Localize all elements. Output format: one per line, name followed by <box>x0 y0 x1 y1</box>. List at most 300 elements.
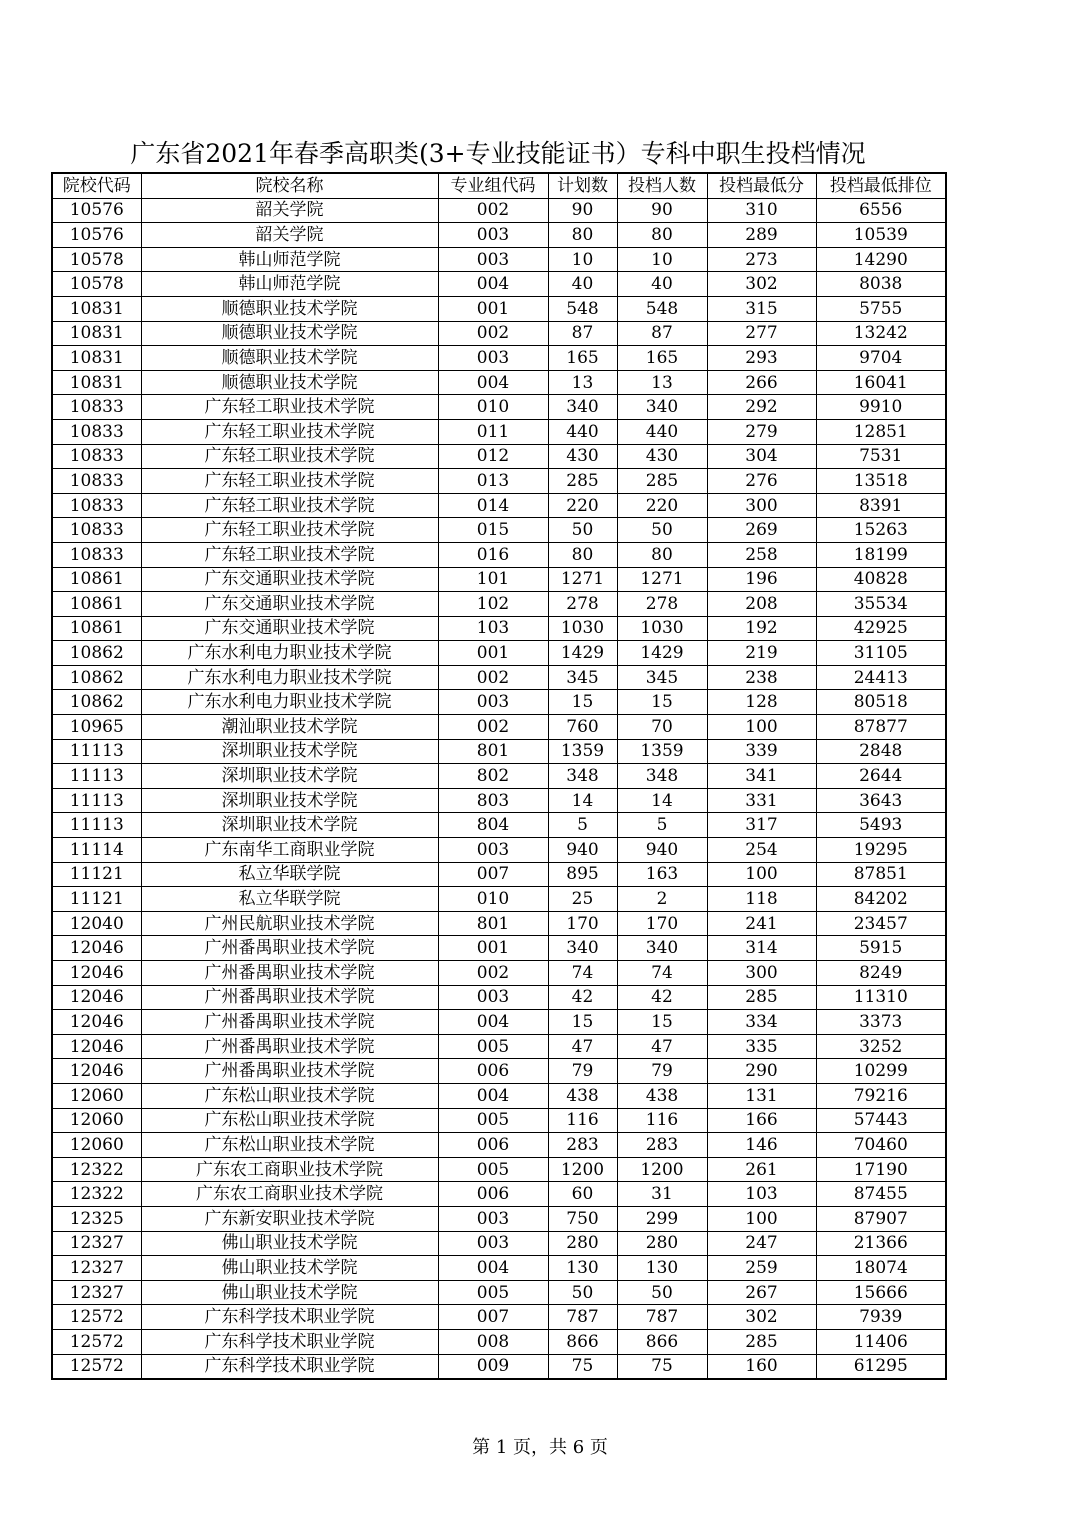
cell-min-rank: 79216 <box>816 1083 946 1108</box>
cell-min-rank: 11310 <box>816 985 946 1010</box>
cell-school-name: 广东轻工职业技术学院 <box>141 493 438 518</box>
cell-plan-count: 47 <box>548 1034 617 1059</box>
cell-min-score: 192 <box>707 616 816 641</box>
table-row <box>52 272 946 297</box>
cell-school-name: 广州番禺职业技术学院 <box>141 985 438 1010</box>
cell-school-code: 12046 <box>52 1010 141 1035</box>
cell-admitted-count: 787 <box>617 1305 707 1330</box>
cell-school-name: 广东轻工职业技术学院 <box>141 444 438 469</box>
cell-school-code: 11113 <box>52 764 141 789</box>
cell-admitted-count: 130 <box>617 1256 707 1281</box>
cell-plan-count: 25 <box>548 887 617 912</box>
cell-plan-count: 75 <box>548 1354 617 1379</box>
cell-min-rank: 87851 <box>816 862 946 887</box>
cell-plan-count: 760 <box>548 715 617 740</box>
table-row <box>52 518 946 543</box>
cell-plan-count: 50 <box>548 518 617 543</box>
cell-group-code: 006 <box>438 1182 548 1207</box>
cell-group-code: 003 <box>438 985 548 1010</box>
cell-school-name: 深圳职业技术学院 <box>141 813 438 838</box>
cell-admitted-count: 220 <box>617 493 707 518</box>
cell-school-code: 11113 <box>52 739 141 764</box>
table-row <box>52 739 946 764</box>
cell-plan-count: 60 <box>548 1182 617 1207</box>
table-row <box>52 1034 946 1059</box>
cell-plan-count: 280 <box>548 1231 617 1256</box>
cell-school-code: 12572 <box>52 1329 141 1354</box>
cell-min-score: 292 <box>707 395 816 420</box>
cell-admitted-count: 47 <box>617 1034 707 1059</box>
table-row <box>52 1329 946 1354</box>
cell-school-code: 10833 <box>52 395 141 420</box>
cell-min-score: 219 <box>707 641 816 666</box>
cell-school-name: 顺德职业技术学院 <box>141 346 438 371</box>
cell-plan-count: 787 <box>548 1305 617 1330</box>
cell-school-name: 韶关学院 <box>141 198 438 223</box>
table-row <box>52 567 946 592</box>
cell-min-score: 267 <box>707 1280 816 1305</box>
table-row <box>52 419 946 444</box>
cell-group-code: 009 <box>438 1354 548 1379</box>
table-row <box>52 1133 946 1158</box>
cell-admitted-count: 14 <box>617 788 707 813</box>
table-row <box>52 690 946 715</box>
cell-min-rank: 61295 <box>816 1354 946 1379</box>
cell-min-score: 300 <box>707 961 816 986</box>
column-header-admitted-count: 投档人数 <box>617 173 707 198</box>
cell-group-code: 005 <box>438 1034 548 1059</box>
cell-plan-count: 42 <box>548 985 617 1010</box>
cell-plan-count: 1359 <box>548 739 617 764</box>
cell-min-rank: 18199 <box>816 542 946 567</box>
cell-plan-count: 220 <box>548 493 617 518</box>
cell-group-code: 003 <box>438 346 548 371</box>
cell-school-code: 12046 <box>52 1034 141 1059</box>
cell-group-code: 005 <box>438 1108 548 1133</box>
cell-school-code: 11121 <box>52 862 141 887</box>
cell-school-code: 10831 <box>52 370 141 395</box>
cell-school-code: 10831 <box>52 321 141 346</box>
cell-admitted-count: 74 <box>617 961 707 986</box>
cell-plan-count: 440 <box>548 419 617 444</box>
cell-admitted-count: 90 <box>617 198 707 223</box>
cell-min-rank: 84202 <box>816 887 946 912</box>
cell-group-code: 003 <box>438 247 548 272</box>
cell-school-code: 10861 <box>52 592 141 617</box>
table-row <box>52 887 946 912</box>
cell-min-score: 279 <box>707 419 816 444</box>
cell-admitted-count: 440 <box>617 419 707 444</box>
cell-admitted-count: 283 <box>617 1133 707 1158</box>
cell-group-code: 004 <box>438 1010 548 1035</box>
cell-school-code: 12060 <box>52 1108 141 1133</box>
cell-plan-count: 10 <box>548 247 617 272</box>
cell-school-name: 广州番禺职业技术学院 <box>141 1034 438 1059</box>
cell-min-rank: 13518 <box>816 469 946 494</box>
cell-min-score: 259 <box>707 1256 816 1281</box>
cell-admitted-count: 80 <box>617 542 707 567</box>
cell-min-score: 302 <box>707 272 816 297</box>
cell-school-code: 12040 <box>52 911 141 936</box>
table-row <box>52 1231 946 1256</box>
column-header-school-name: 院校名称 <box>141 173 438 198</box>
cell-school-name: 广州番禺职业技术学院 <box>141 1010 438 1035</box>
cell-min-score: 208 <box>707 592 816 617</box>
cell-min-rank: 13242 <box>816 321 946 346</box>
cell-school-name: 广东轻工职业技术学院 <box>141 518 438 543</box>
cell-school-code: 12327 <box>52 1231 141 1256</box>
table-row <box>52 838 946 863</box>
cell-plan-count: 170 <box>548 911 617 936</box>
cell-school-name: 广东松山职业技术学院 <box>141 1083 438 1108</box>
cell-school-name: 广东农工商职业技术学院 <box>141 1182 438 1207</box>
cell-school-code: 10833 <box>52 518 141 543</box>
cell-school-name: 广东南华工商职业学院 <box>141 838 438 863</box>
cell-school-code: 12327 <box>52 1280 141 1305</box>
cell-admitted-count: 40 <box>617 272 707 297</box>
cell-min-rank: 87877 <box>816 715 946 740</box>
cell-plan-count: 548 <box>548 296 617 321</box>
cell-min-rank: 7939 <box>816 1305 946 1330</box>
cell-school-name: 佛山职业技术学院 <box>141 1231 438 1256</box>
cell-group-code: 002 <box>438 715 548 740</box>
cell-admitted-count: 13 <box>617 370 707 395</box>
cell-group-code: 102 <box>438 592 548 617</box>
cell-min-rank: 17190 <box>816 1157 946 1182</box>
cell-min-score: 341 <box>707 764 816 789</box>
cell-min-rank: 7531 <box>816 444 946 469</box>
cell-group-code: 103 <box>438 616 548 641</box>
cell-group-code: 003 <box>438 223 548 248</box>
cell-school-name: 广州番禺职业技术学院 <box>141 936 438 961</box>
cell-min-rank: 5755 <box>816 296 946 321</box>
cell-school-name: 广东交通职业技术学院 <box>141 616 438 641</box>
table-row <box>52 395 946 420</box>
cell-school-code: 11114 <box>52 838 141 863</box>
cell-min-rank: 14290 <box>816 247 946 272</box>
cell-school-name: 广东科学技术职业学院 <box>141 1329 438 1354</box>
cell-min-rank: 23457 <box>816 911 946 936</box>
cell-min-rank: 57443 <box>816 1108 946 1133</box>
cell-school-name: 韩山师范学院 <box>141 272 438 297</box>
table-row <box>52 641 946 666</box>
cell-plan-count: 340 <box>548 936 617 961</box>
cell-min-score: 277 <box>707 321 816 346</box>
cell-min-score: 118 <box>707 887 816 912</box>
cell-admitted-count: 1200 <box>617 1157 707 1182</box>
admission-table <box>51 172 947 1380</box>
cell-min-rank: 3373 <box>816 1010 946 1035</box>
column-header-min-score: 投档最低分 <box>707 173 816 198</box>
cell-school-name: 广东交通职业技术学院 <box>141 592 438 617</box>
cell-min-score: 160 <box>707 1354 816 1379</box>
cell-min-score: 131 <box>707 1083 816 1108</box>
table-row <box>52 321 946 346</box>
cell-plan-count: 165 <box>548 346 617 371</box>
cell-min-score: 128 <box>707 690 816 715</box>
cell-min-score: 241 <box>707 911 816 936</box>
cell-plan-count: 116 <box>548 1108 617 1133</box>
cell-admitted-count: 42 <box>617 985 707 1010</box>
table-row <box>52 1280 946 1305</box>
cell-plan-count: 283 <box>548 1133 617 1158</box>
cell-min-rank: 35534 <box>816 592 946 617</box>
cell-school-code: 10833 <box>52 469 141 494</box>
cell-min-rank: 19295 <box>816 838 946 863</box>
table-row <box>52 862 946 887</box>
cell-admitted-count: 1429 <box>617 641 707 666</box>
cell-group-code: 014 <box>438 493 548 518</box>
cell-admitted-count: 940 <box>617 838 707 863</box>
cell-plan-count: 278 <box>548 592 617 617</box>
cell-group-code: 001 <box>438 296 548 321</box>
cell-school-name: 私立华联学院 <box>141 887 438 912</box>
cell-min-rank: 40828 <box>816 567 946 592</box>
cell-min-score: 166 <box>707 1108 816 1133</box>
cell-school-code: 10833 <box>52 419 141 444</box>
table-row <box>52 911 946 936</box>
cell-admitted-count: 438 <box>617 1083 707 1108</box>
cell-school-code: 12572 <box>52 1305 141 1330</box>
document-title: 广东省2021年春季高职类(3+专业技能证书）专科中职生投档情况 <box>130 139 866 168</box>
cell-admitted-count: 278 <box>617 592 707 617</box>
cell-plan-count: 15 <box>548 690 617 715</box>
cell-min-rank: 2644 <box>816 764 946 789</box>
cell-admitted-count: 15 <box>617 1010 707 1035</box>
cell-min-rank: 18074 <box>816 1256 946 1281</box>
cell-plan-count: 14 <box>548 788 617 813</box>
cell-school-name: 广东交通职业技术学院 <box>141 567 438 592</box>
cell-min-rank: 80518 <box>816 690 946 715</box>
cell-group-code: 002 <box>438 961 548 986</box>
cell-admitted-count: 2 <box>617 887 707 912</box>
cell-group-code: 016 <box>438 542 548 567</box>
cell-min-score: 100 <box>707 1206 816 1231</box>
cell-plan-count: 438 <box>548 1083 617 1108</box>
cell-group-code: 801 <box>438 739 548 764</box>
cell-admitted-count: 299 <box>617 1206 707 1231</box>
cell-group-code: 015 <box>438 518 548 543</box>
cell-admitted-count: 87 <box>617 321 707 346</box>
cell-school-code: 12327 <box>52 1256 141 1281</box>
cell-admitted-count: 165 <box>617 346 707 371</box>
cell-school-code: 11113 <box>52 788 141 813</box>
cell-group-code: 004 <box>438 1083 548 1108</box>
table-row <box>52 715 946 740</box>
cell-plan-count: 750 <box>548 1206 617 1231</box>
cell-school-code: 10831 <box>52 346 141 371</box>
cell-min-score: 273 <box>707 247 816 272</box>
cell-plan-count: 1429 <box>548 641 617 666</box>
cell-school-name: 广东科学技术职业学院 <box>141 1354 438 1379</box>
table-row <box>52 1157 946 1182</box>
cell-min-rank: 3252 <box>816 1034 946 1059</box>
cell-plan-count: 1271 <box>548 567 617 592</box>
table-row <box>52 1010 946 1035</box>
table-row <box>52 198 946 223</box>
cell-admitted-count: 75 <box>617 1354 707 1379</box>
cell-admitted-count: 1359 <box>617 739 707 764</box>
cell-min-rank: 42925 <box>816 616 946 641</box>
table-row <box>52 764 946 789</box>
cell-school-name: 广东轻工职业技术学院 <box>141 542 438 567</box>
cell-group-code: 010 <box>438 887 548 912</box>
cell-min-rank: 87455 <box>816 1182 946 1207</box>
table-row <box>52 1305 946 1330</box>
cell-min-score: 314 <box>707 936 816 961</box>
cell-min-rank: 70460 <box>816 1133 946 1158</box>
cell-min-score: 254 <box>707 838 816 863</box>
cell-school-code: 12060 <box>52 1133 141 1158</box>
cell-min-score: 317 <box>707 813 816 838</box>
cell-admitted-count: 340 <box>617 936 707 961</box>
cell-school-name: 广东科学技术职业学院 <box>141 1305 438 1330</box>
cell-school-name: 广东农工商职业技术学院 <box>141 1157 438 1182</box>
cell-admitted-count: 340 <box>617 395 707 420</box>
cell-min-rank: 2848 <box>816 739 946 764</box>
table-row <box>52 1182 946 1207</box>
cell-plan-count: 50 <box>548 1280 617 1305</box>
cell-school-code: 12325 <box>52 1206 141 1231</box>
cell-school-code: 10833 <box>52 542 141 567</box>
cell-min-score: 103 <box>707 1182 816 1207</box>
cell-min-rank: 31105 <box>816 641 946 666</box>
cell-plan-count: 1030 <box>548 616 617 641</box>
cell-school-name: 广东新安职业技术学院 <box>141 1206 438 1231</box>
cell-group-code: 002 <box>438 321 548 346</box>
cell-min-rank: 15263 <box>816 518 946 543</box>
cell-school-code: 10831 <box>52 296 141 321</box>
cell-min-rank: 3643 <box>816 788 946 813</box>
cell-group-code: 801 <box>438 911 548 936</box>
cell-plan-count: 5 <box>548 813 617 838</box>
cell-school-name: 广东轻工职业技术学院 <box>141 469 438 494</box>
table-row <box>52 985 946 1010</box>
table-row <box>52 813 946 838</box>
cell-min-score: 300 <box>707 493 816 518</box>
cell-school-code: 12322 <box>52 1182 141 1207</box>
table-row <box>52 788 946 813</box>
cell-group-code: 008 <box>438 1329 548 1354</box>
cell-min-score: 266 <box>707 370 816 395</box>
cell-min-rank: 10299 <box>816 1059 946 1084</box>
cell-plan-count: 80 <box>548 542 617 567</box>
cell-school-name: 深圳职业技术学院 <box>141 739 438 764</box>
cell-school-code: 10578 <box>52 247 141 272</box>
cell-admitted-count: 1030 <box>617 616 707 641</box>
cell-admitted-count: 80 <box>617 223 707 248</box>
cell-plan-count: 15 <box>548 1010 617 1035</box>
cell-school-code: 11113 <box>52 813 141 838</box>
cell-admitted-count: 70 <box>617 715 707 740</box>
cell-school-code: 10833 <box>52 444 141 469</box>
cell-school-code: 12046 <box>52 936 141 961</box>
cell-plan-count: 130 <box>548 1256 617 1281</box>
table-row <box>52 1354 946 1379</box>
cell-min-rank: 5493 <box>816 813 946 838</box>
cell-plan-count: 90 <box>548 198 617 223</box>
cell-admitted-count: 10 <box>617 247 707 272</box>
cell-school-code: 12060 <box>52 1083 141 1108</box>
cell-school-name: 广东轻工职业技术学院 <box>141 395 438 420</box>
cell-group-code: 006 <box>438 1059 548 1084</box>
cell-plan-count: 345 <box>548 665 617 690</box>
cell-min-rank: 6556 <box>816 198 946 223</box>
cell-min-score: 258 <box>707 542 816 567</box>
cell-group-code: 002 <box>438 665 548 690</box>
cell-school-code: 10578 <box>52 272 141 297</box>
cell-school-name: 潮汕职业技术学院 <box>141 715 438 740</box>
cell-admitted-count: 348 <box>617 764 707 789</box>
cell-admitted-count: 50 <box>617 1280 707 1305</box>
cell-school-code: 12322 <box>52 1157 141 1182</box>
page-footer: 第 1 页，共 6 页 <box>472 1437 608 1458</box>
cell-admitted-count: 116 <box>617 1108 707 1133</box>
cell-group-code: 012 <box>438 444 548 469</box>
table-row <box>52 370 946 395</box>
cell-min-rank: 10539 <box>816 223 946 248</box>
cell-school-name: 韶关学院 <box>141 223 438 248</box>
cell-min-score: 269 <box>707 518 816 543</box>
cell-min-score: 310 <box>707 198 816 223</box>
table-row <box>52 592 946 617</box>
cell-min-score: 146 <box>707 1133 816 1158</box>
cell-plan-count: 340 <box>548 395 617 420</box>
cell-min-score: 238 <box>707 665 816 690</box>
cell-min-score: 334 <box>707 1010 816 1035</box>
cell-school-code: 10862 <box>52 665 141 690</box>
table-row <box>52 223 946 248</box>
cell-group-code: 010 <box>438 395 548 420</box>
cell-min-score: 290 <box>707 1059 816 1084</box>
cell-group-code: 004 <box>438 272 548 297</box>
cell-min-rank: 8391 <box>816 493 946 518</box>
cell-school-code: 10576 <box>52 198 141 223</box>
table-row <box>52 493 946 518</box>
cell-min-rank: 9704 <box>816 346 946 371</box>
cell-school-name: 深圳职业技术学院 <box>141 788 438 813</box>
table-row <box>52 616 946 641</box>
cell-plan-count: 13 <box>548 370 617 395</box>
cell-group-code: 006 <box>438 1133 548 1158</box>
cell-min-score: 285 <box>707 1329 816 1354</box>
cell-min-rank: 8038 <box>816 272 946 297</box>
cell-min-rank: 87907 <box>816 1206 946 1231</box>
column-header-school-code: 院校代码 <box>52 173 141 198</box>
cell-school-code: 10576 <box>52 223 141 248</box>
cell-group-code: 803 <box>438 788 548 813</box>
cell-plan-count: 40 <box>548 272 617 297</box>
cell-group-code: 011 <box>438 419 548 444</box>
cell-min-score: 289 <box>707 223 816 248</box>
cell-school-name: 深圳职业技术学院 <box>141 764 438 789</box>
cell-group-code: 101 <box>438 567 548 592</box>
table-row <box>52 1256 946 1281</box>
cell-admitted-count: 285 <box>617 469 707 494</box>
cell-school-code: 10862 <box>52 690 141 715</box>
table-row <box>52 936 946 961</box>
cell-school-name: 韩山师范学院 <box>141 247 438 272</box>
cell-school-name: 广东水利电力职业技术学院 <box>141 690 438 715</box>
column-header-group-code: 专业组代码 <box>438 173 548 198</box>
table-body <box>52 198 946 1379</box>
table-row <box>52 346 946 371</box>
cell-min-score: 293 <box>707 346 816 371</box>
column-header-min-rank: 投档最低排位 <box>816 173 946 198</box>
cell-min-score: 302 <box>707 1305 816 1330</box>
cell-min-score: 331 <box>707 788 816 813</box>
cell-group-code: 005 <box>438 1157 548 1182</box>
